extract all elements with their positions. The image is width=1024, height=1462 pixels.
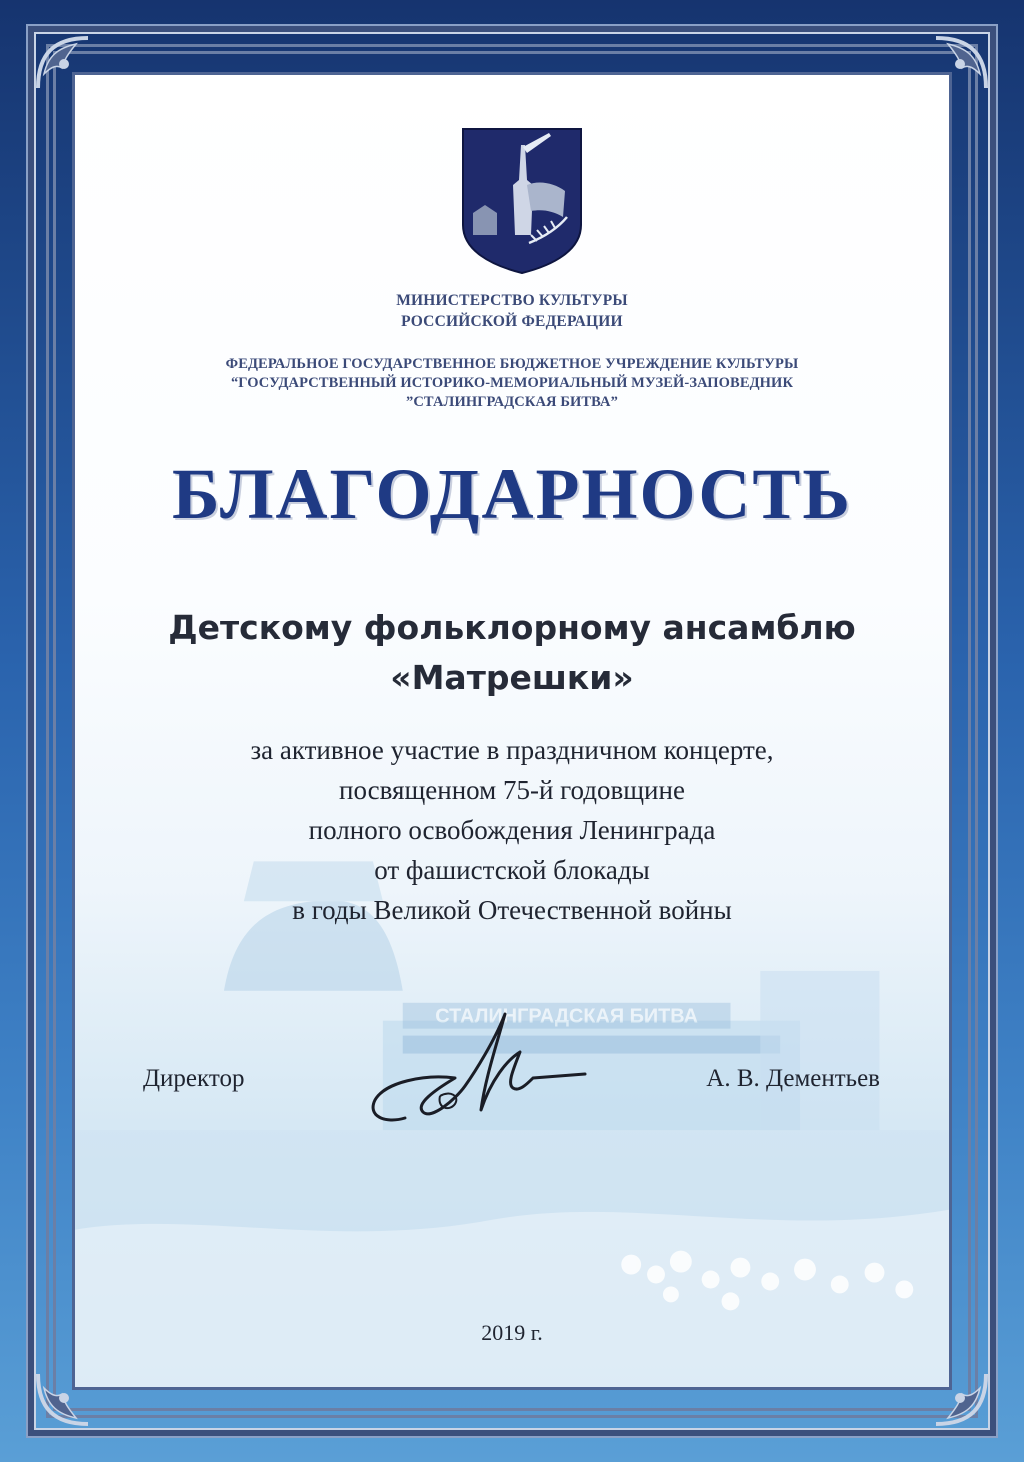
organization-line: ФЕДЕРАЛЬНОЕ ГОСУДАРСТВЕННОЕ БЮДЖЕТНОЕ УЧРЕЖДЕНИЕ КУЛЬТУРЫ [225, 356, 799, 372]
organization-header [75, 355, 949, 412]
ministry-line: РОССИЙСКОЙ ФЕДЕРАЦИИ [401, 313, 623, 330]
ministry-line: МИНИСТЕРСТВО КУЛЬТУРЫ [396, 292, 628, 309]
certificate-title: БЛАГОДАРНОСТЬ [172, 454, 852, 534]
signer-position: Директор [143, 1065, 245, 1092]
gratitude-text [75, 730, 949, 930]
recipient-block [75, 603, 949, 703]
signer-name: А. В. Дементьев [706, 1065, 880, 1092]
museum-sign-text: СТАЛИНГРАДСКАЯ БИТВА [435, 1005, 698, 1028]
organization-line: ”СТАЛИНГРАДСКАЯ БИТВА” [406, 394, 618, 410]
body-line: от фашистской блокады [374, 855, 650, 885]
handwritten-signature-icon [345, 1000, 605, 1140]
body-line: посвященном 75-й годовщине [339, 775, 685, 805]
certificate-content-area [72, 72, 952, 1390]
organization-line: “ГОСУДАРСТВЕННЫЙ ИСТОРИКО-МЕМОРИАЛЬНЫЙ МУЗЕЙ-ЗАПОВЕДНИК [230, 375, 794, 391]
body-line: за активное участие в праздничном концерте, [250, 735, 774, 765]
recipient-line: Детскому фольклорному ансамблю [168, 608, 856, 647]
body-line: полного освобождения Ленинграда [308, 815, 716, 845]
body-line: в годы Великой Отечественной войны [292, 895, 732, 925]
issue-year: 2019 г. [481, 1320, 543, 1345]
ministry-header [75, 290, 949, 332]
recipient-name: «Матрешки» [390, 658, 634, 697]
museum-emblem-icon [459, 125, 585, 275]
